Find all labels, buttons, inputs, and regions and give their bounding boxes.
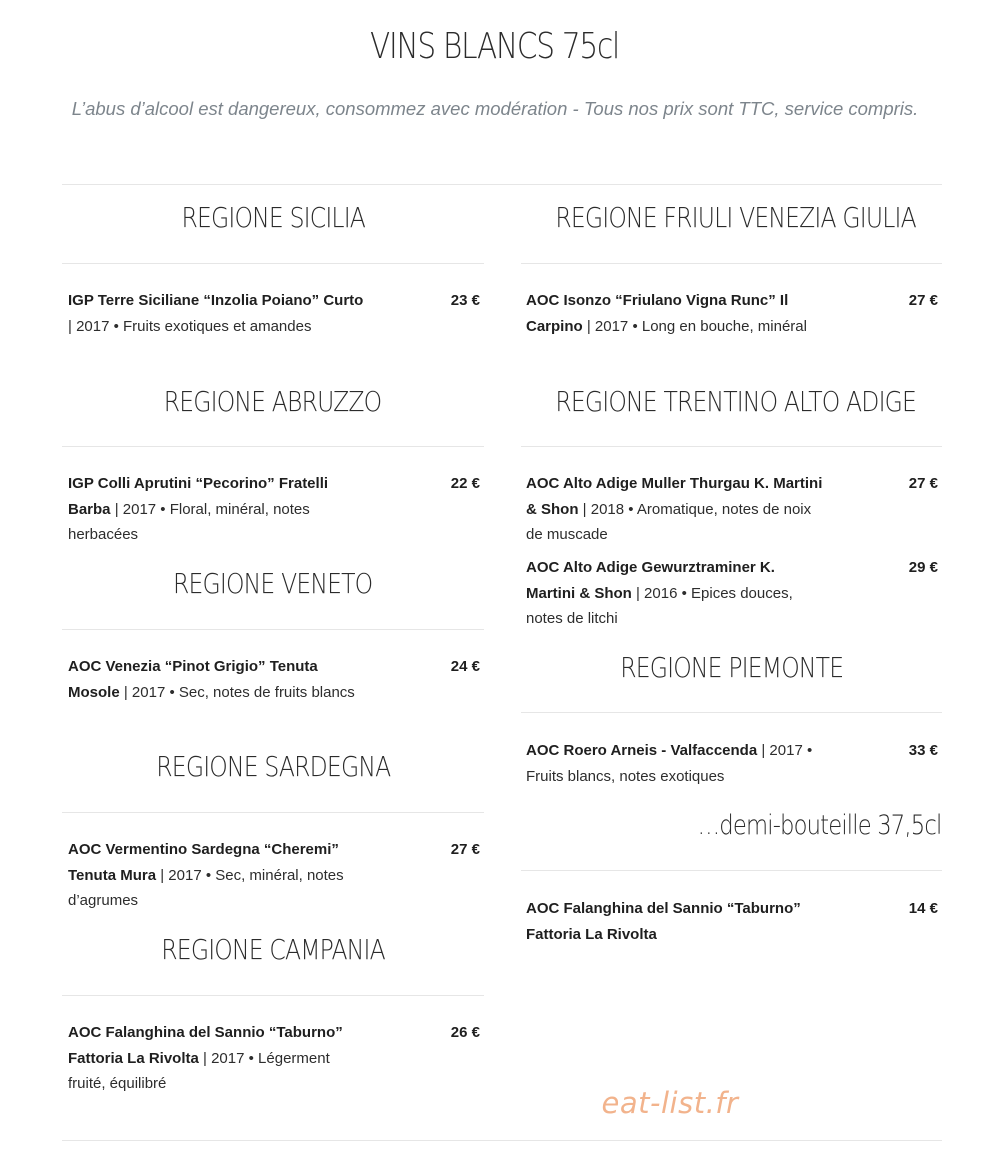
region-divider xyxy=(62,812,484,813)
wine-name: AOC Alto Adige Gewurztraminer K. Martini & Shon xyxy=(526,559,775,602)
wine-price: 27 € xyxy=(450,841,480,858)
wine-description xyxy=(68,471,368,548)
wine-description xyxy=(526,555,826,632)
wine-item xyxy=(526,288,946,339)
wine-details: | 2017 • Long en bouche, minéral xyxy=(582,317,807,335)
wine-details: | 2018 • Aromatique, notes de noix de muscade xyxy=(526,500,812,543)
demi-bouteille-title: …demi-bouteille 37,5cl xyxy=(697,810,941,841)
region-divider xyxy=(62,629,484,630)
wine-price: 27 € xyxy=(908,292,938,309)
wine-description xyxy=(68,288,368,339)
disclaimer: L’abus d’alcool est dangereux, consommez avec modération - Tous nos prix sont TTC, service compris. xyxy=(71,98,919,119)
page-title: VINS BLANCS 75cl xyxy=(370,26,619,67)
wine-name: AOC Alto Adige Muller Thurgau K. Martini & Shon xyxy=(526,475,823,518)
wine-item xyxy=(68,837,488,914)
wine-name: IGP Colli Aprutini “Pecorino” Fratelli Barba xyxy=(68,475,329,518)
region-title-abruzzo: REGIONE ABRUZZO xyxy=(164,385,382,418)
wine-details: | 2017 • Légerment fruité, équilibré xyxy=(68,1049,330,1092)
wine-details: | 2017 • Floral, minéral, notes herbacées xyxy=(68,500,310,543)
wine-item xyxy=(526,896,946,947)
wine-description xyxy=(526,896,826,947)
region-title-campania: REGIONE CAMPANIA xyxy=(161,933,385,966)
wine-name: AOC Roero Arneis - Valfaccenda xyxy=(526,742,758,759)
wine-description xyxy=(68,837,368,914)
region-title-trentino-alto-adige: REGIONE TRENTINO ALTO ADIGE xyxy=(555,385,917,418)
wine-price: 14 € xyxy=(908,900,938,917)
wine-item xyxy=(68,288,488,339)
section-divider xyxy=(521,870,942,871)
wine-item xyxy=(68,471,488,548)
region-divider xyxy=(521,446,942,447)
region-divider xyxy=(521,263,942,264)
wine-price: 24 € xyxy=(450,658,480,675)
header-divider xyxy=(62,184,942,185)
region-title-sardegna: REGIONE SARDEGNA xyxy=(155,750,391,783)
wine-name: AOC Falanghina del Sannio “Taburno” Fattoria La Rivolta xyxy=(526,900,801,943)
region-title-piemonte: REGIONE PIEMONTE xyxy=(620,651,843,684)
wine-item xyxy=(526,738,946,789)
region-divider xyxy=(62,995,484,996)
wine-price: 27 € xyxy=(908,475,938,492)
region-divider xyxy=(62,263,484,264)
wine-name: AOC Vermentino Sardegna “Cheremi” Tenuta Mura xyxy=(68,841,339,884)
wine-name: AOC Falanghina del Sannio “Taburno” Fattoria La Rivolta xyxy=(68,1024,343,1067)
wine-details: | 2016 • Epices douces, notes de litchi xyxy=(526,584,793,627)
region-title-friuli-venezia-giulia: REGIONE FRIULI VENEZIA GIULIA xyxy=(555,201,916,234)
wine-price: 26 € xyxy=(450,1024,480,1041)
wine-price: 29 € xyxy=(908,559,938,576)
wine-description xyxy=(68,1020,368,1097)
wine-description xyxy=(526,738,826,789)
wine-item xyxy=(68,1020,488,1097)
wine-item xyxy=(526,555,946,632)
wine-details: | 2017 • Sec, minéral, notes d’agrumes xyxy=(68,866,344,909)
region-title-sicilia: REGIONE SICILIA xyxy=(181,201,365,234)
region-divider xyxy=(62,446,484,447)
watermark: eat-list.fr xyxy=(601,1086,739,1120)
region-title-veneto: REGIONE VENETO xyxy=(173,567,373,600)
footer-divider xyxy=(62,1140,942,1141)
wine-description xyxy=(526,471,826,548)
wine-description xyxy=(68,654,368,705)
wine-price: 22 € xyxy=(450,475,480,492)
wine-name: AOC Isonzo “Friulano Vigna Runc” Il Carpino xyxy=(526,292,789,335)
wine-item xyxy=(68,654,488,705)
wine-price: 23 € xyxy=(450,292,480,309)
wine-details: | 2017 • Fruits blancs, notes exotiques xyxy=(526,742,813,785)
wine-price: 33 € xyxy=(908,742,938,759)
wine-item xyxy=(526,471,946,548)
wine-name: IGP Terre Siciliane “Inzolia Poiano” Curto xyxy=(68,292,364,309)
wine-details: | 2017 • Sec, notes de fruits blancs xyxy=(119,683,355,701)
wine-name: AOC Venezia “Pinot Grigio” Tenuta Mosole xyxy=(68,658,318,701)
region-divider xyxy=(521,712,942,713)
wine-details: | 2017 • Fruits exotiques et amandes xyxy=(68,317,312,335)
wine-description xyxy=(526,288,826,339)
